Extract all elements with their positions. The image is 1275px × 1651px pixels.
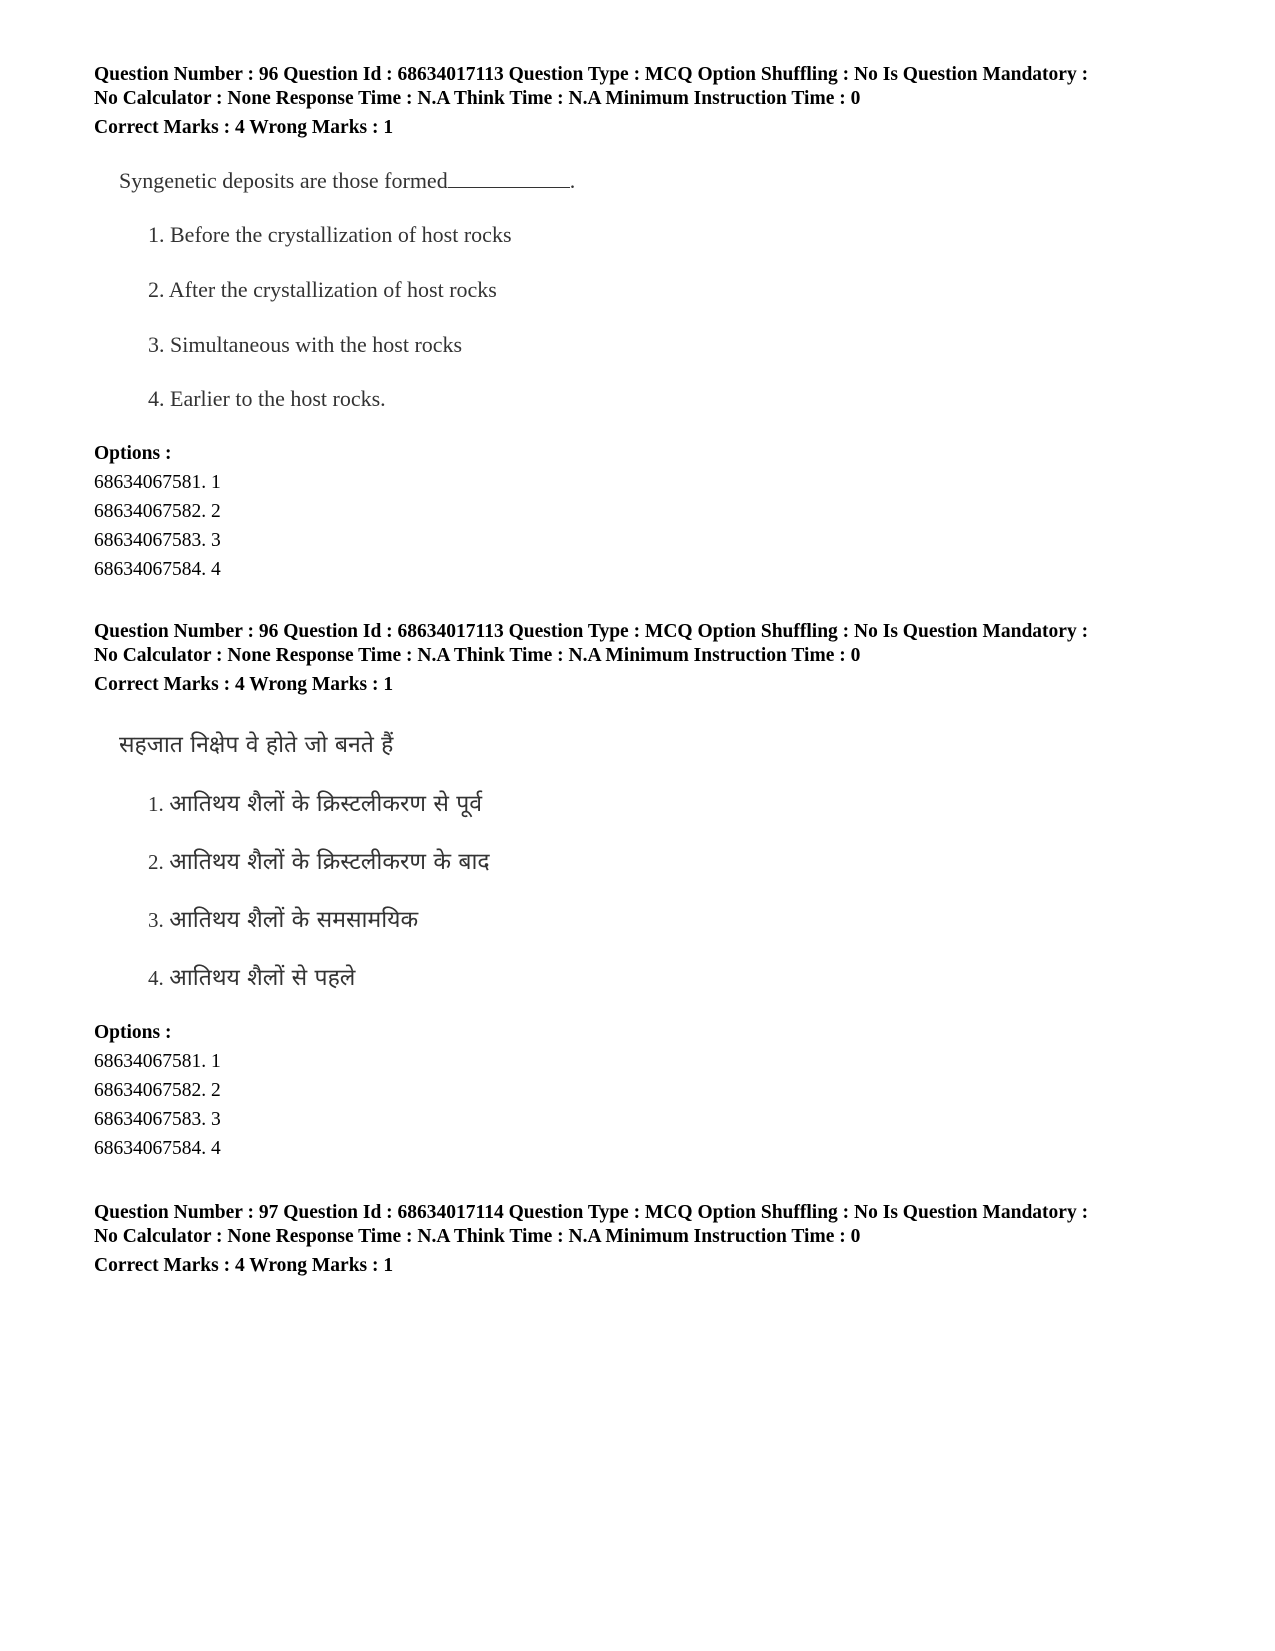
choice-text: आतिथय शैलों के समसामयिक — [169, 907, 419, 933]
choice-text: After the crystallization of host rocks — [168, 277, 497, 302]
choice-item — [148, 786, 482, 818]
choice-text: Simultaneous with the host rocks — [170, 332, 463, 357]
choice-number: 4. — [148, 386, 165, 411]
choice-text: Earlier to the host rocks. — [170, 386, 386, 411]
choice-text: Before the crystallization of host rocks — [170, 222, 512, 247]
question-stem: सहजात निक्षेप वे होते जो बनते हैं — [119, 732, 394, 758]
choice-item — [148, 844, 490, 876]
option-item: 68634067581. 1 — [94, 1051, 221, 1072]
choice-number: 4. — [148, 966, 164, 990]
choice-number: 3. — [148, 332, 165, 357]
question-meta-line1: Question Number : 96 Question Id : 68634017113 Question Type : MCQ Option Shuffling : No Is Question Mandatory : — [94, 64, 1089, 85]
question-meta-line2: No Calculator : None Response Time : N.A Think Time : N.A Minimum Instruction Time : 0 — [94, 1226, 861, 1247]
choice-text: आतिथय शैलों के क्रिस्टलीकरण से पूर्व — [169, 791, 483, 817]
question-meta-line2: No Calculator : None Response Time : N.A Think Time : N.A Minimum Instruction Time : 0 — [94, 88, 861, 109]
choice-number: 1. — [148, 222, 165, 247]
question-meta-line1: Question Number : 96 Question Id : 68634017113 Question Type : MCQ Option Shuffling : No Is Question Mandatory : — [94, 621, 1089, 642]
option-item: 68634067584. 4 — [94, 559, 221, 580]
question-stem-text: Syngenetic deposits are those formed — [119, 168, 448, 193]
option-item: 68634067583. 3 — [94, 530, 221, 551]
question-meta-line2: No Calculator : None Response Time : N.A Think Time : N.A Minimum Instruction Time : 0 — [94, 645, 861, 666]
options-label: Options : — [94, 1022, 172, 1043]
choice-item — [148, 902, 418, 934]
choice-number: 2. — [148, 277, 165, 302]
question-marks: Correct Marks : 4 Wrong Marks : 1 — [94, 117, 394, 138]
choice-text: आतिथय शैलों से पहले — [169, 965, 356, 991]
option-item: 68634067582. 2 — [94, 1080, 221, 1101]
answer-blank — [448, 169, 570, 188]
question-meta-line1: Question Number : 97 Question Id : 68634017114 Question Type : MCQ Option Shuffling : No Is Question Mandatory : — [94, 1202, 1089, 1223]
question-stem — [119, 168, 575, 194]
choice-item — [148, 222, 512, 248]
choice-text: आतिथय शैलों के क्रिस्टलीकरण के बाद — [169, 849, 490, 875]
option-item: 68634067584. 4 — [94, 1138, 221, 1159]
choice-item — [148, 960, 355, 992]
choice-number: 1. — [148, 792, 164, 816]
option-item: 68634067582. 2 — [94, 501, 221, 522]
choice-item — [148, 277, 497, 303]
option-item: 68634067581. 1 — [94, 472, 221, 493]
question-marks: Correct Marks : 4 Wrong Marks : 1 — [94, 1255, 394, 1276]
option-item: 68634067583. 3 — [94, 1109, 221, 1130]
choice-item — [148, 386, 386, 412]
question-marks: Correct Marks : 4 Wrong Marks : 1 — [94, 674, 394, 695]
choice-item — [148, 332, 462, 358]
options-label: Options : — [94, 443, 172, 464]
question-stem-end: . — [569, 168, 576, 193]
choice-number: 3. — [148, 908, 164, 932]
choice-number: 2. — [148, 850, 164, 874]
